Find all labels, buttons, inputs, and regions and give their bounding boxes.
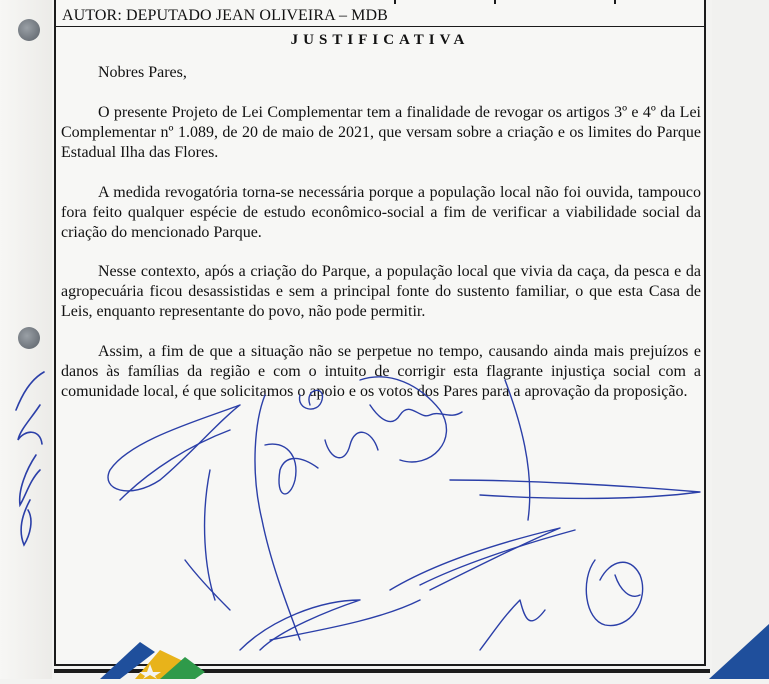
paragraph-2: A medida revogatória torna-se necessária porque a população local não foi ouvida, tampouco fora feito qualquer espécie de estudo econômico-social a fim de verificar a viabilidade social da criação do mencionado Parque. (61, 184, 701, 241)
page-right-edge (712, 0, 769, 679)
greeting: Nobres Pares, (98, 64, 187, 81)
paragraph-1: O presente Projeto de Lei Complementar tem a finalidade de revogar os artigos 3º e 4º da Lei Complementar nº 1.089, de 20 de maio de 2021, que versam sobre a criação e os limites do Parque Estadual Ilha das Flores. (61, 104, 701, 161)
paragraph-3: Nesse contexto, após a criação do Parque, a população local que vivia da caça, da pesca e da agropecuária ficou desassistidas e sem a principal fonte do sustento familiar, o que esta Casa de Leis, enquanto representante do povo, não pode permitir. (61, 263, 701, 320)
section-title: JUSTIFICATIVA (290, 32, 470, 48)
state-logo-icon (100, 632, 210, 679)
author-line: AUTOR: DEPUTADO JEAN OLIVEIRA – MDB (62, 7, 388, 24)
corner-stripe-icon (709, 624, 769, 679)
paragraph-4: Assim, a fim de que a situação não se perpetue no tempo, causando ainda mais prejuízos e danos às famílias da região e com o intuito de corrigir esta flagrante injustiça social com a comunidade local, é que solicitamos o apoio e os votos dos Pares para a aprovação da proposição. (61, 343, 701, 400)
